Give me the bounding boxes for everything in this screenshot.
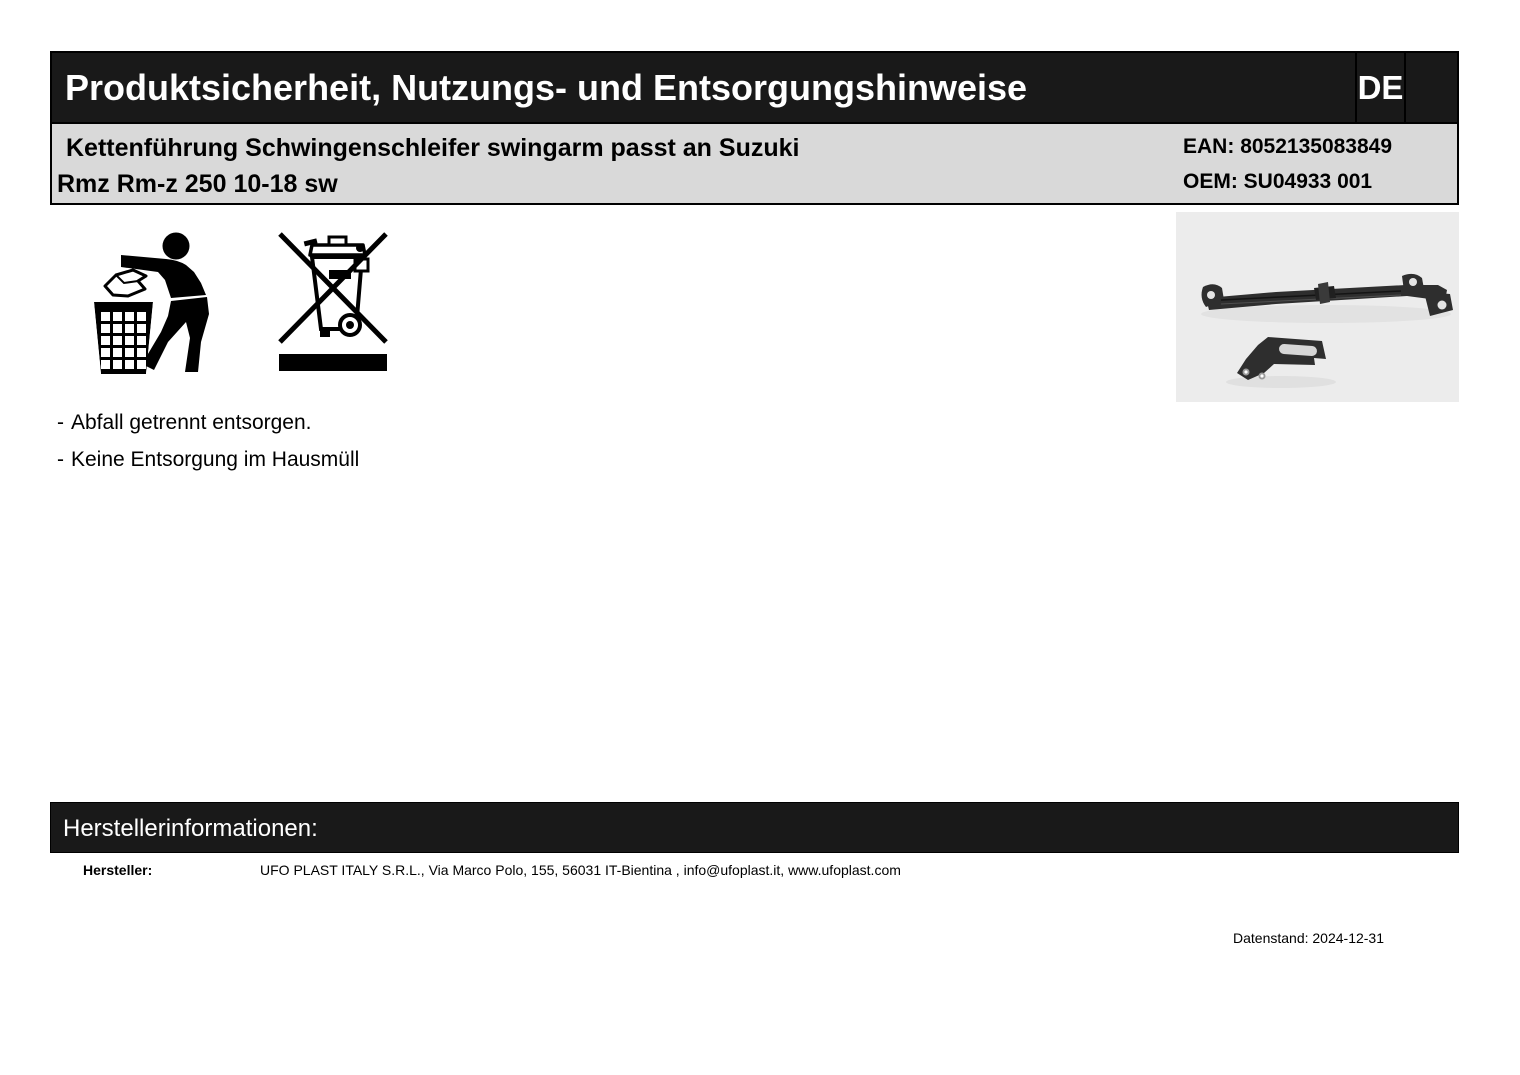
note-marker: - [57, 448, 64, 471]
language-badge: DE [1355, 53, 1406, 122]
data-status: Datenstand: 2024-12-31 [1233, 930, 1384, 946]
manufacturer-label: Hersteller: [83, 862, 153, 878]
product-photo-image [1176, 212, 1459, 402]
tidyman-disposal-icon [88, 226, 210, 374]
product-title-row [52, 122, 1457, 203]
weee-crossed-out-bin-icon [276, 228, 390, 374]
oem-value: SU04933 001 [1243, 170, 1373, 193]
header [50, 51, 1459, 205]
product-name-line2: Rmz Rm-z 250 10-18 sw [57, 170, 338, 198]
manufacturer-value: UFO PLAST ITALY S.R.L., Via Marco Polo, 155, 56031 IT-Bientina , info@ufoplast.it, www.ufoplast.com [260, 862, 901, 878]
product-codes [1183, 129, 1392, 199]
header-title-row [52, 53, 1457, 122]
product-name-line1: Kettenführung Schwingenschleifer swingarm passt an Suzuki [66, 134, 800, 162]
ean-value: 8052135083849 [1240, 135, 1393, 158]
product-photo [1176, 212, 1459, 402]
oem-label: OEM: [1183, 170, 1238, 193]
disposal-note [57, 441, 359, 478]
manufacturer-section-header: Herstellerinformationen: [50, 802, 1459, 853]
ean-label: EAN: [1183, 135, 1235, 158]
oem-code [1183, 164, 1392, 199]
note-text: Abfall getrennt entsorgen. [71, 411, 312, 434]
note-marker: - [57, 411, 64, 434]
disposal-notes [57, 404, 359, 478]
page-title: Produktsicherheit, Nutzungs- und Entsorgungshinweise [65, 66, 1028, 108]
ean-code [1183, 129, 1392, 164]
disposal-note [57, 404, 359, 441]
header-spacer [1406, 53, 1457, 122]
note-text: Keine Entsorgung im Hausmüll [71, 448, 360, 471]
